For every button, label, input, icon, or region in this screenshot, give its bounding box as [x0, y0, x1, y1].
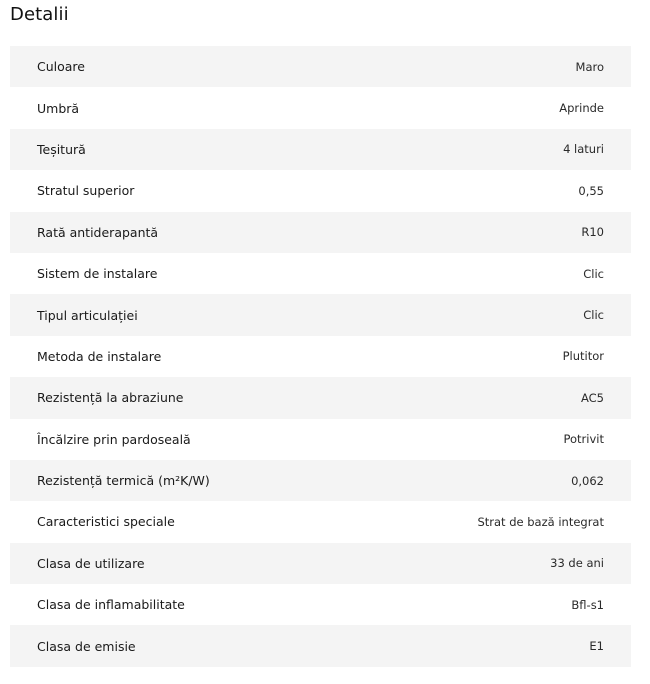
- detail-label: Culoare: [37, 59, 85, 75]
- detail-row-rezistenta-abraziune: [10, 377, 631, 418]
- detail-row-rezistenta-termica: [10, 460, 631, 501]
- section-title: Detalii: [10, 4, 69, 25]
- detail-label: Umbră: [37, 100, 80, 116]
- detail-label: Sistem de instalare: [37, 266, 158, 282]
- detail-row-clasa-de-utilizare: [10, 543, 631, 584]
- detail-row-culoare: [10, 46, 631, 87]
- detail-row-umbra: [10, 87, 631, 128]
- detail-label: Caracteristici speciale: [37, 514, 175, 530]
- detail-row-tesitura: [10, 129, 631, 170]
- detail-value: Clic: [583, 266, 604, 281]
- detail-row-sistem-de-instalare: [10, 253, 631, 294]
- detail-row-incalzire-pardoseala: [10, 419, 631, 460]
- detail-row-stratul-superior: [10, 170, 631, 211]
- details-table: [10, 46, 631, 667]
- detail-value: 4 laturi: [563, 142, 604, 157]
- detail-value: 0,55: [578, 183, 604, 198]
- detail-label: Teșitură: [37, 141, 86, 157]
- detail-label: Stratul superior: [37, 183, 135, 199]
- detail-label: Clasa de utilizare: [37, 555, 145, 571]
- detail-value: Bfl-s1: [571, 597, 604, 612]
- detail-value: R10: [581, 225, 604, 240]
- detail-row-metoda-de-instalare: [10, 336, 631, 377]
- detail-row-caracteristici-speciale: [10, 501, 631, 542]
- detail-value: E1: [589, 639, 604, 654]
- detail-label: Clasa de inflamabilitate: [37, 597, 185, 613]
- detail-value: 0,062: [571, 473, 604, 488]
- detail-row-rata-antiderapanta: [10, 212, 631, 253]
- detail-value: Plutitor: [562, 349, 604, 364]
- detail-label: Încălzire prin pardoseală: [37, 431, 191, 447]
- detail-label: Metoda de instalare: [37, 348, 162, 364]
- detail-label: Rezistență termică (m²K/W): [37, 473, 210, 489]
- detail-value: Potrivit: [563, 432, 604, 447]
- detail-value: AC5: [580, 390, 604, 405]
- detail-value: Aprinde: [559, 101, 604, 116]
- detail-row-tipul-articulatiei: [10, 294, 631, 335]
- detail-value: Strat de bază integrat: [477, 514, 604, 529]
- detail-label: Rată antiderapantă: [37, 224, 159, 240]
- detail-label: Rezistență la abraziune: [37, 390, 184, 406]
- detail-row-clasa-de-emisie: [10, 625, 631, 666]
- detail-value: Maro: [575, 59, 604, 74]
- detail-value: 33 de ani: [550, 556, 604, 571]
- detail-label: Tipul articulației: [37, 307, 138, 323]
- detail-value: Clic: [583, 308, 604, 323]
- detail-label: Clasa de emisie: [37, 638, 136, 654]
- detail-row-clasa-de-inflamabilitate: [10, 584, 631, 625]
